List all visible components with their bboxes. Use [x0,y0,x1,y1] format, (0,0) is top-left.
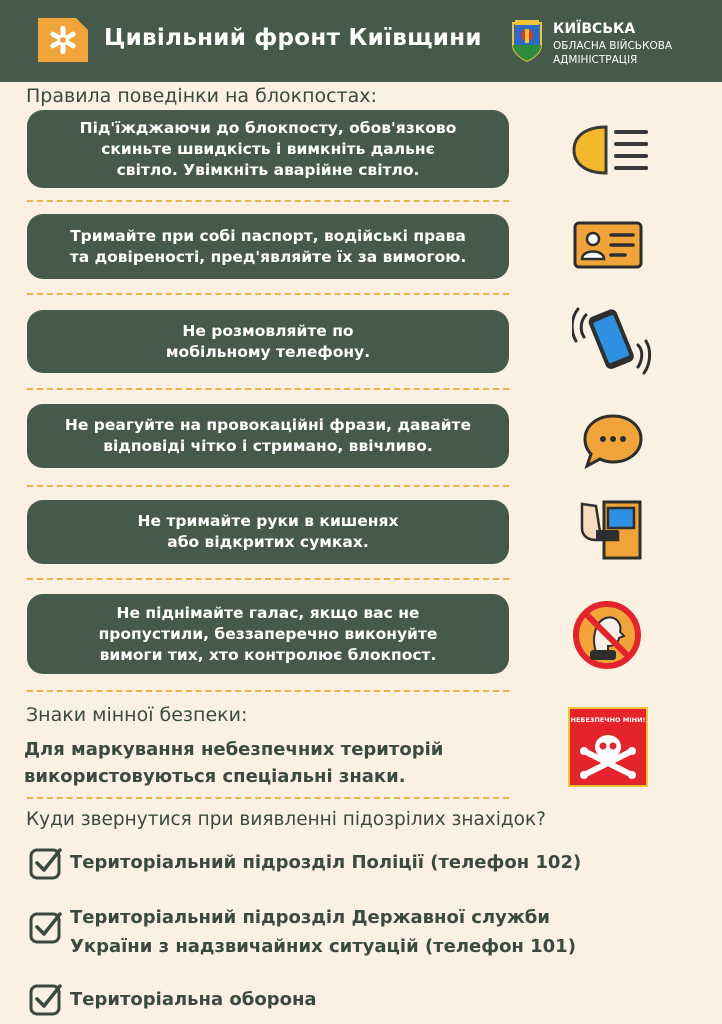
rule-card-5 [27,500,509,564]
divider [27,293,509,295]
checkmark-icon [29,910,63,944]
rule-text-6: Не піднімайте галас, якщо вас не пропустили, беззаперечно виконуйте вимоги тих, хто контролює блокпост. [98,603,438,664]
rule-card-4 [27,404,509,468]
mines-description: Для маркування небезпечних територій використовуються спеціальні знаки. [24,739,444,787]
no-shouting-icon [572,600,642,674]
speech-bubble-icon [582,413,644,473]
rule-card-3 [27,310,509,373]
mine-sign-label: НЕБЕЗПЕЧНО МІНИ! [570,716,646,724]
header-bar [0,0,722,82]
checkpoint-heading: Правила поведінки на блокпостах: [26,85,377,107]
rule-card-2 [27,214,509,279]
rule-text-2: Тримайте при собі паспорт, водійські права та довіреності, пред'являйте їх за вимогою. [69,226,467,266]
civil-front-logo [38,18,88,62]
org-name-line1: КИЇВСЬКА [553,21,636,37]
hand-in-pocket-icon [578,500,642,564]
rule-text-4: Не реагуйте на провокаційні фрази, давайте відповіді чітко і стримано, ввічливо. [64,416,472,455]
contact-emergency-service: Територіальний підрозділ Державної служби України з надзвичайних ситуацій (телефон 101) [70,907,576,957]
mine-warning-sign [568,707,648,787]
rule-card-1 [27,110,509,188]
divider [27,578,509,580]
page-title: Цивільний фронт Київщини [104,25,482,51]
id-card-icon [573,221,643,273]
rule-card-6 [27,594,509,674]
rule-text-1: Під'їжджаючи до блокпосту, обов'язково скиньте швидкість і вимкніть дальнє світло. Увімкніть аварійне світло. [79,118,457,179]
contacts-heading: Куди звернутися при виявленні підозрілих знахідок? [26,809,546,830]
divider [27,388,509,390]
divider [27,690,509,692]
rule-text-5: Не тримайте руки в кишенях або відкритих сумках. [137,512,399,551]
coat-of-arms-icon [510,19,544,63]
org-name-line2: ОБЛАСНА ВІЙСЬКОВА [553,40,673,52]
mines-heading: Знаки мінної безпеки: [26,704,248,726]
checkmark-icon [29,982,63,1016]
skull-crossbones-icon [570,709,646,785]
checkmark-icon [29,846,63,880]
org-name-line3: АДМІНІСТРАЦІЯ [553,54,638,66]
divider [27,200,509,202]
contact-police: Територіальний підрозділ Поліції (телефон 102) [70,852,582,873]
phone-icon [572,303,652,383]
rule-text-3: Не розмовляйте по мобільному телефону. [165,321,371,361]
divider [27,485,509,487]
divider [27,797,509,799]
headlight-icon [572,124,648,180]
contact-territorial-defense: Територіальна оборона [70,989,317,1010]
